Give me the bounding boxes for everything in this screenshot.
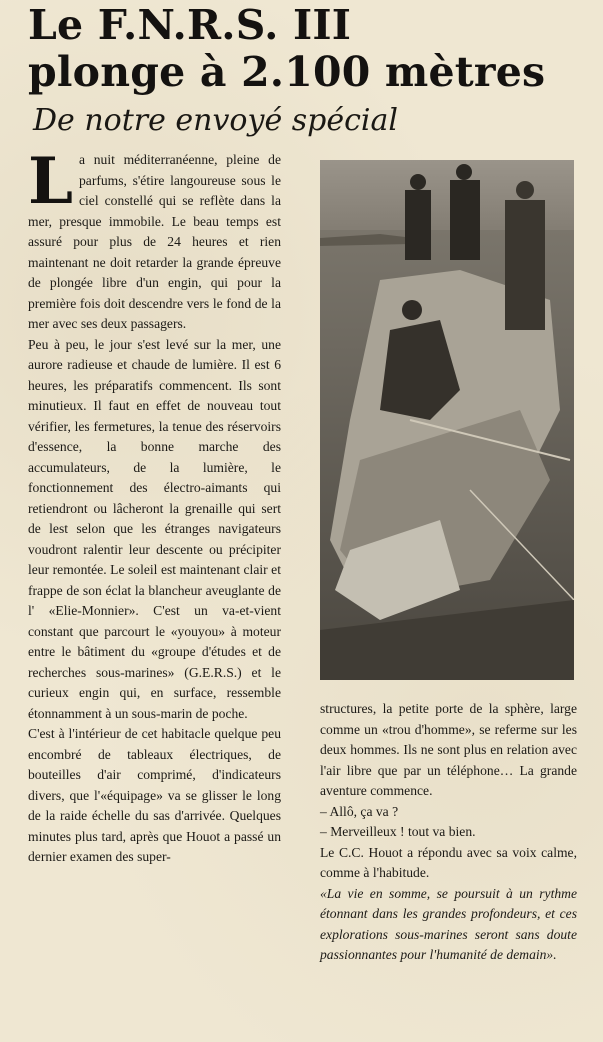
text-column-right xyxy=(320,699,577,966)
article-subtitle: De notre envoyé spécial xyxy=(33,103,398,138)
title-line-1: Le F.N.R.S. III xyxy=(28,1,352,49)
photo-illustration xyxy=(320,160,574,680)
dialogue-line-2: – Merveilleux ! tout va bien. xyxy=(320,824,476,839)
submarine-photo xyxy=(320,160,574,680)
paragraph-1-text: a nuit méditerranéenne, pleine de parfums, s'étire langoureuse sous le ciel constellé qui se reflète dans la mer, presque immobile. Le beau temps est assuré pour plus de 24 heures et rien maintenant ne doit retarder la grande épreuve de plongée libre d'un engin, qui pour la première fois doit descendre vers le fond de la mer avec ses deux passagers. xyxy=(28,152,281,331)
closing-quote: «La vie en somme, se poursuit à un rythme étonnant dans les grandes profondeurs, et ces explorations sous-marines seront sans doute passionnantes pour l'humanité de demain». xyxy=(320,885,577,962)
title-line-2: plonge à 2.100 mètres xyxy=(28,48,546,96)
paragraph-4: structures, la petite porte de la sphère, large comme un «trou d'homme», se referme sur les deux hommes. Ils ne sont plus en relation avec l'air libre que par un téléphone… La grande aventure commence. xyxy=(320,701,577,798)
text-column-left xyxy=(28,144,281,868)
paragraph-3: C'est à l'intérieur de cet habitacle quelque peu encombré de tableaux électriques, de bouteilles d'air comprimé, d'indicateurs divers, que l'«équipage» va se glisser le long de la raide échelle du sas d'arrivée. Quelques minutes plus tard, après que Houot a passé un dernier examen des super- xyxy=(28,726,281,864)
drop-cap: L xyxy=(28,144,73,219)
paragraph-5: Le C.C. Houot a répondu avec sa voix calme, comme à l'habitude. xyxy=(320,844,577,880)
paragraph-2: Peu à peu, le jour s'est levé sur la mer, une aurore radieuse et chaude de lumière. Il est 6 heures, les préparatifs commencent. Ils sont minutieux. Il faut en effet de nouveau tout vérifier, les fermetures, la tenue des réservoirs d'essence, la bonne marche des accumulateurs, de la lumière, le fonctionnement des électro-aimants qui retiendront ou lâcheront la grenaille qui sert de lest selon que les étranges navigateurs voudront ralentir leur descente ou précipiter leur remontée. Le soleil est maintenant clair et frappe de son éclat la blancheur aveuglante de l' «Elie-Monnier». C'est un va-et-vient constant que parcourt le «youyou» à moteur entre le bâtiment du «groupe d'études et de recherches sous-marines» (G.E.R.S.) et le curieux engin qui, en surface, ressemble étonnamment à un sous-marin de poche. xyxy=(28,336,281,721)
article-title xyxy=(28,2,598,96)
dialogue-line-1: – Allô, ça va ? xyxy=(320,803,399,819)
paragraph-1 xyxy=(28,144,281,335)
